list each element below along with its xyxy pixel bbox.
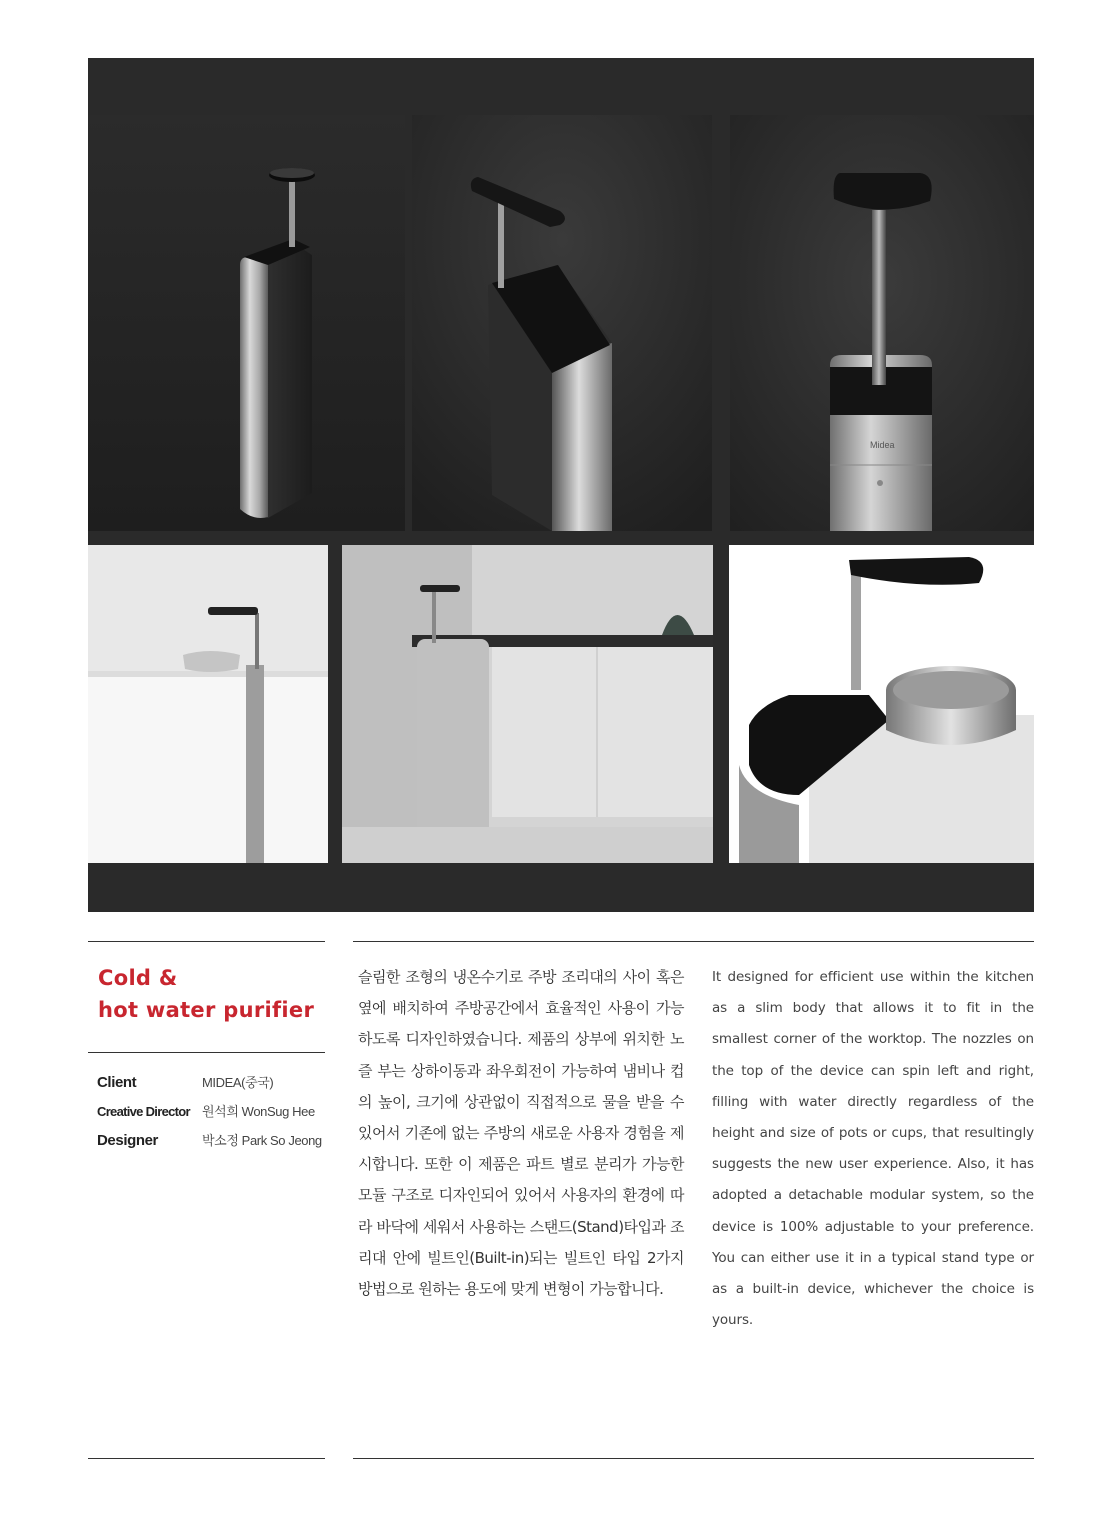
divider-right-bottom	[353, 1458, 1034, 1459]
credit-role: Client	[97, 1074, 137, 1091]
product-photo-pot-closeup	[729, 545, 1034, 863]
brand-logo: Midea	[870, 440, 895, 450]
divider-left-bottom	[88, 1458, 325, 1459]
divider-left-top	[88, 941, 325, 942]
divider-credits	[88, 1052, 325, 1053]
product-photo-counter-builtin	[88, 545, 328, 863]
credit-row-designer	[97, 1130, 332, 1159]
credit-row-client	[97, 1072, 332, 1101]
product-title-line2: hot water purifier	[98, 998, 315, 1022]
product-title	[98, 962, 314, 1026]
divider-right-top	[353, 941, 1034, 942]
credit-name: 원석희 WonSug Hee	[202, 1104, 315, 1119]
credit-name: MIDEA(중국)	[202, 1075, 274, 1090]
product-title-line1: Cold &	[98, 966, 178, 990]
product-photo-rear-angle	[412, 115, 712, 531]
description-korean: 슬림한 조형의 냉온수기로 주방 조리대의 사이 혹은 옆에 배치하여 주방공간에서 효율적인 사용이 가능하도록 디자인하였습니다. 제품의 상부에 위치한 노즐 부는 상하이동과 좌우회전이 가능하여 냄비나 컵의 높이, 크기에 상관없이 직접적으로 물을 받을 수 있어서 기존에 없는 주방의 새로운 사용자 경험을 제시합니다. 또한 이 제품은 파트 별로 분리가 가능한 모듈 구조로 디자인되어 있어서 사용자의 환경에 따라 바닥에 세워서 사용하는 스탠드(Stand)타입과 조리대 안에 빌트인(Built-in)되는 빌트인 타입 2가지 방법으로 원하는 용도에 맞게 변형이 가능합니다.	[358, 968, 684, 1299]
description-english: It designed for efficient use within the kitchen as a slim body that allows it to fit in the smallest corner of the worktop. The nozzles on the top of the device can spin left and right, filling with water directly regardless of the height and size of pots or cups, that resultingly suggests the new user experience. Also, it has adopted a detachable modular system, so the device is 100% adjustable to your preference. You can either use it in a typical stand type or as a built-in device, whichever the choice is yours.	[712, 969, 1034, 1329]
credit-role: Creative Director	[97, 1104, 190, 1119]
credit-row-creative-director	[97, 1101, 332, 1130]
credit-name: 박소정 Park So Jeong	[202, 1133, 322, 1148]
credits-list	[97, 1072, 332, 1159]
credit-role: Designer	[97, 1132, 158, 1149]
product-photo-kitchen	[342, 545, 713, 863]
product-photo-closeup	[730, 115, 1034, 531]
product-photo-front-angle	[88, 115, 405, 531]
